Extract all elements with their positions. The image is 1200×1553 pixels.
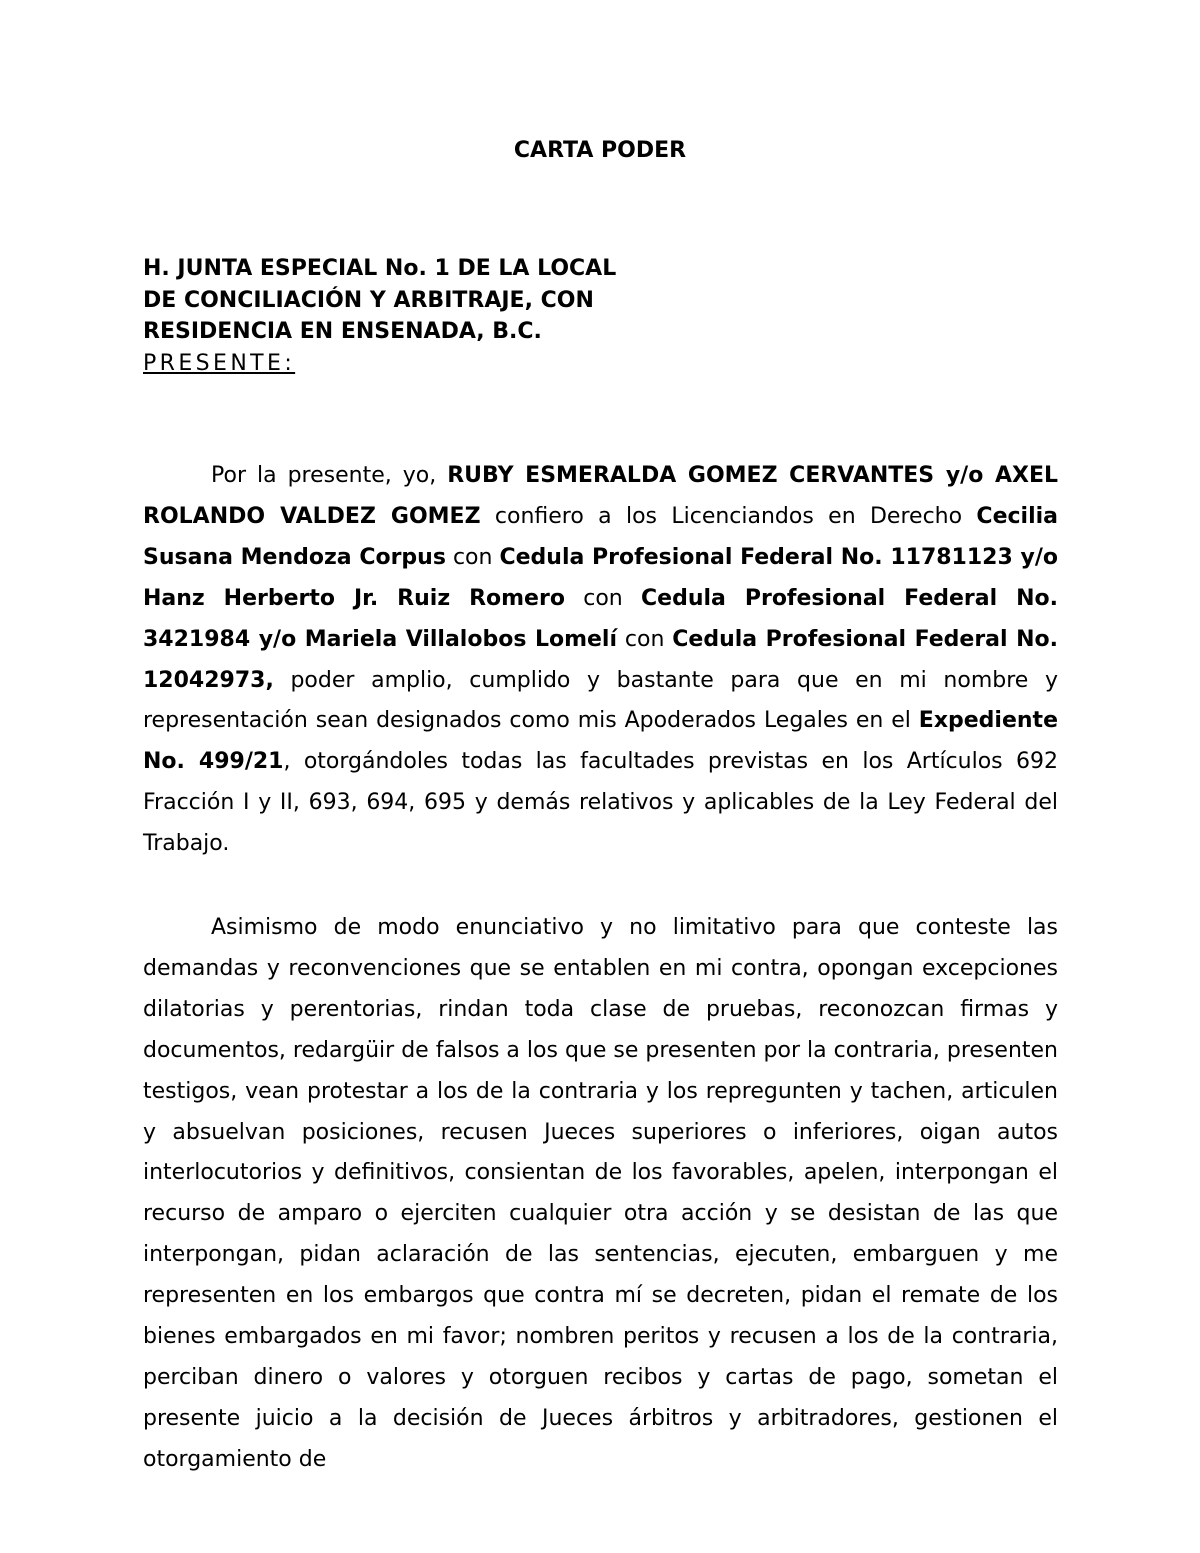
p1-text-6: poder amplio, cumplido y bastante para que en mi nombre y representación sean designados como mis Apoderados Legales en el: [143, 667, 1058, 734]
addressee-line-3: RESIDENCIA EN ENSENADA, B.C.: [143, 319, 542, 344]
attorney-1-license-and-attorney-2-name: Cedula Profesional Federal No. 11781123 y/o Hanz Herberto Jr. Ruiz Romero: [143, 544, 1058, 611]
p1-text-7: , otorgándoles todas las facultades previstas en los Artículos 692 Fracción I y II, 693, 694, 695 y demás relativos y aplicables de la Ley Federal del Trabajo.: [143, 749, 1058, 857]
addressee-line-1: H. JUNTA ESPECIAL No. 1 DE LA LOCAL: [143, 256, 617, 281]
p1-text-1: Por la presente, yo,: [211, 463, 448, 488]
p1-text-2: confiero a los Licenciandos en Derecho: [480, 503, 977, 529]
presente-heading: PRESENTE:: [143, 350, 296, 376]
p1-text-4: con: [564, 585, 642, 611]
case-number: Expediente No. 499/21: [143, 708, 1058, 775]
p1-text-5: con: [617, 626, 673, 652]
paragraph-power-grant: [143, 456, 1058, 865]
addressee-block: [143, 253, 843, 379]
document-title: CARTA PODER: [513, 138, 687, 163]
paragraph-powers-list: Asimismo de modo enunciativo y no limitativo para que conteste las demandas y reconvenciones que se entablen en mi contra, opongan excepciones dilatorias y perentorias, rindan toda clase de pruebas, reconozcan firmas y documentos, redargüir de falsos a los que se presenten por la contraria, presenten testigos, vean protestar a los de la contraria y los repregunten y tachen, articulen y absuelvan posiciones, recusen Jueces superiores o inferiores, oigan autos interlocutorios y definitivos, consientan de los favorables, apelen, interpongan el recurso de amparo o ejerciten cualquier otra acción y se desistan de las que interpongan, pidan aclaración de las sentencias, ejecuten, embarguen y me representen en los embargos que contra mí se decreten, pidan el remate de los bienes embargados en mi favor; nombren peritos y recusen a los de la contraria, perciban dinero o valores y otorguen recibos y cartas de pago, sometan el presente juicio a la decisión de Jueces árbitros y arbitradores, gestionen el otorgamiento de: [143, 915, 1058, 1472]
attorney-2-license-and-attorney-3-name: Cedula Profesional Federal No. 3421984 y/o Mariela Villalobos Lomelí: [143, 585, 1058, 652]
grantor-names: RUBY ESMERALDA GOMEZ CERVANTES y/o AXEL ROLANDO VALDEZ GOMEZ: [143, 463, 1058, 529]
attorney-1-name: Cecilia Susana Mendoza Corpus: [143, 503, 1058, 570]
addressee-line-2: DE CONCILIACIÓN Y ARBITRAJE, CON: [143, 287, 594, 313]
attorney-3-license: Cedula Profesional Federal No. 12042973,: [143, 626, 1058, 693]
p1-text-3: con: [445, 544, 500, 570]
